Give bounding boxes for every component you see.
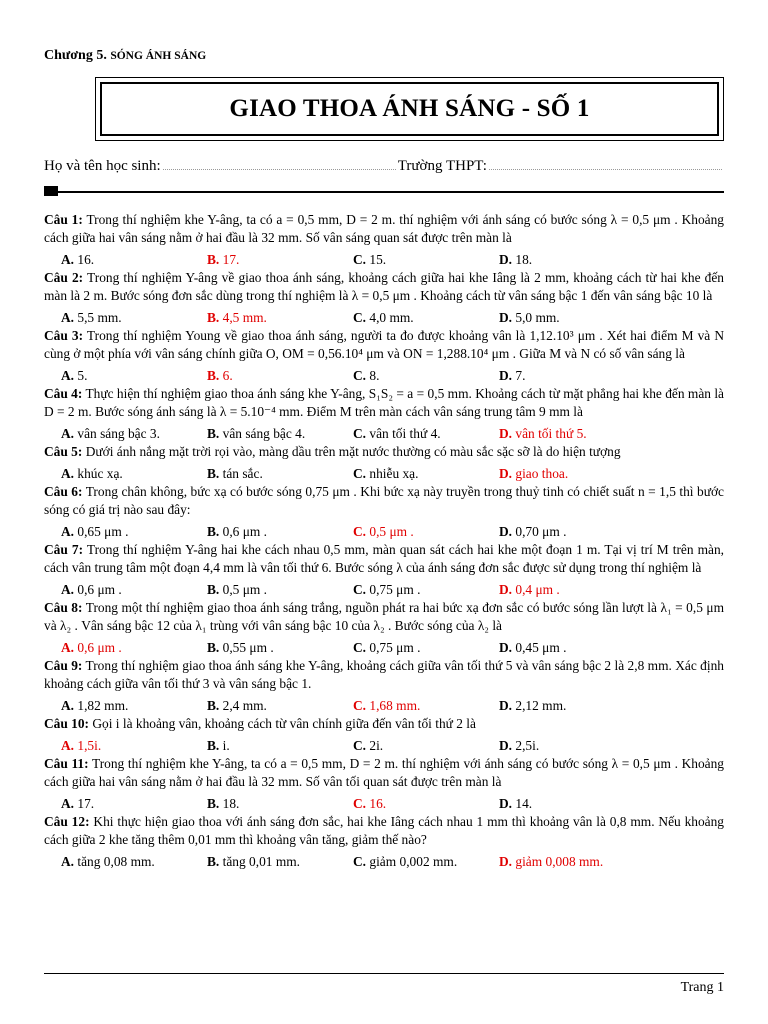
option-letter: C.: [353, 796, 367, 811]
option-letter: B.: [207, 426, 220, 441]
answer-option: [499, 309, 645, 327]
option-letter: B.: [207, 466, 220, 481]
option-row: [44, 309, 724, 327]
answer-option: [207, 697, 353, 715]
option-letter: B.: [207, 738, 220, 753]
option-letter: D.: [499, 524, 513, 539]
option-letter: D.: [499, 640, 513, 655]
question-body: Trong thí nghiệm Young về giao thoa ánh sáng, người ta đo được khoảng vân là 1,12.10³ μm . Xét hai điểm M và N cùng ở một phía với vân sáng chính giữa O, OM = 0,56.10⁴ μm và ON = 1,288.10⁴ μm . Giữa M và N có số vân sáng là: [44, 328, 724, 361]
option-letter: A.: [61, 582, 75, 597]
option-letter: D.: [499, 796, 513, 811]
question-text: [44, 211, 724, 247]
answer-option: [499, 367, 645, 385]
answer-option: [499, 697, 645, 715]
answer-option: [207, 465, 353, 483]
option-text: 2i.: [369, 738, 384, 753]
option-row: [44, 697, 724, 715]
student-name-label: Họ và tên học sinh:: [44, 158, 161, 174]
footer-divider: [44, 973, 724, 974]
option-letter: C.: [353, 640, 367, 655]
question-number: Câu 1:: [44, 212, 83, 227]
option-text: 5.: [77, 368, 88, 383]
option-letter: D.: [499, 854, 513, 869]
question-number: Câu 6:: [44, 484, 83, 499]
answer-option: [207, 795, 353, 813]
option-letter: D.: [499, 466, 513, 481]
option-letter: A.: [61, 310, 75, 325]
question-block: [44, 715, 724, 755]
answer-option: [207, 523, 353, 541]
option-row: [44, 425, 724, 443]
option-letter: C.: [353, 426, 367, 441]
answer-option-correct: [207, 309, 353, 327]
question-text: [44, 715, 724, 733]
question-block: [44, 541, 724, 599]
answer-option-correct: [353, 795, 499, 813]
option-letter: C.: [353, 252, 367, 267]
option-letter: B.: [207, 698, 220, 713]
option-letter: B.: [207, 524, 220, 539]
answer-option: [353, 853, 499, 871]
option-row: [44, 523, 724, 541]
question-number: Câu 11:: [44, 756, 89, 771]
question-number: Câu 5:: [44, 444, 83, 459]
answer-option-correct: [499, 581, 645, 599]
question-body: Trong thí nghiệm Y-âng về giao thoa ánh sáng, khoảng cách giữa hai khe Iâng là 2 mm, khoảng cách từ hai khe đến màn là 2 m. Bước sóng đơn sắc dùng trong thí nghiệm là λ = 0,5 μm . Khoảng cách từ vân sáng bậc 1 đến vân sáng bậc 10 là: [44, 270, 724, 303]
option-text: 0,55 μm .: [222, 640, 274, 655]
option-text: 1,82 mm.: [77, 698, 129, 713]
page-number: Trang 1: [680, 980, 724, 995]
question-block: [44, 755, 724, 813]
option-text: tăng 0,08 mm.: [77, 854, 155, 869]
answer-option: [353, 367, 499, 385]
answer-option: [207, 737, 353, 755]
question-text: [44, 443, 724, 461]
question-text: [44, 657, 724, 693]
option-text: 5,5 mm.: [77, 310, 122, 325]
question-text: [44, 269, 724, 305]
question-text: [44, 483, 724, 519]
option-text: 2,12 mm.: [515, 698, 567, 713]
option-letter: B.: [207, 582, 220, 597]
option-row: [44, 639, 724, 657]
option-text: 0,6 μm .: [77, 640, 122, 655]
question-block: [44, 385, 724, 443]
question-number: Câu 8:: [44, 600, 83, 615]
answer-option-correct: [353, 697, 499, 715]
answer-option: [61, 581, 207, 599]
question-text: [44, 813, 724, 849]
question-block: [44, 657, 724, 715]
question-body: Thực hiện thí nghiệm giao thoa ánh sáng khe Y-âng, S₁S₂ = a = 0,5 mm. Khoảng cách từ mặt phẳng hai khe đến màn là D = 2 m. Bước sóng ánh sáng là λ = 5.10⁻⁴ mm. Điểm M trên màn cách vân sáng trung tâm 9 mm là: [44, 386, 724, 419]
question-number: Câu 9:: [44, 658, 83, 673]
answer-option-correct: [499, 465, 645, 483]
answer-option: [499, 251, 645, 269]
question-number: Câu 10:: [44, 716, 90, 731]
option-text: vân tối thứ 5.: [515, 426, 587, 441]
answer-option: [61, 523, 207, 541]
answer-option: [207, 639, 353, 657]
option-row: [44, 853, 724, 871]
question-body: Trong thí nghiệm Y-âng hai khe cách nhau 0,5 mm, màn quan sát cách hai khe một đoạn 1 m. Tại vị trí M trên màn, cách vân trung tâm một đoạn 4,4 mm là vân tối thứ 6. Bước sóng λ của ánh sáng đơn sắc được sử dụng trong thí nghiệm là: [44, 542, 725, 575]
option-letter: A.: [61, 796, 75, 811]
question-number: Câu 7:: [44, 542, 84, 557]
option-text: 0,6 μm .: [222, 524, 268, 539]
option-text: tán sắc.: [222, 466, 263, 481]
question-text: [44, 599, 724, 635]
title-box: [95, 77, 724, 141]
option-letter: A.: [61, 368, 75, 383]
option-text: 0,5 μm .: [222, 582, 268, 597]
option-text: 15.: [369, 252, 387, 267]
question-body: Trong thí nghiệm giao thoa ánh sáng khe Y-âng, khoảng cách giữa vân tối thứ 5 và vân sáng bậc 2 là 2,8 mm. Xác định khoảng cách giữa vân tối thứ 3 và vân sáng bậc 1.: [44, 658, 724, 691]
option-letter: A.: [61, 524, 75, 539]
option-text: 0,75 μm .: [369, 582, 421, 597]
option-text: nhiễu xạ.: [369, 466, 419, 481]
option-text: giảm 0,008 mm.: [515, 854, 604, 869]
question-text: [44, 755, 724, 791]
option-letter: C.: [353, 310, 367, 325]
question-number: Câu 3:: [44, 328, 84, 343]
option-letter: B.: [207, 368, 220, 383]
option-text: vân tối thứ 4.: [369, 426, 441, 441]
answer-option-correct: [499, 425, 645, 443]
question-body: Trong một thí nghiệm giao thoa ánh sáng trắng, nguồn phát ra hai bức xạ đơn sắc có bước sóng lần lượt là λ₁ = 0,5 μm và λ₂ . Vân sáng bậc 12 của λ₁ trùng với vân sáng bậc 10 của λ₂ . Bước sóng của λ₂ là: [44, 600, 724, 633]
answer-option-correct: [61, 737, 207, 755]
option-row: [44, 581, 724, 599]
question-body: Khi thực hiện giao thoa với ánh sáng đơn sắc, hai khe Iâng cách nhau 1 mm thì khoảng vân là 0,8 mm. Nếu khoảng cách giữa 2 khe tăng thêm 0,01 mm thì khoảng vân tăng, giảm thế nào?: [44, 814, 724, 847]
answer-option: [61, 465, 207, 483]
option-letter: C.: [353, 698, 367, 713]
option-text: 5,0 mm.: [515, 310, 560, 325]
answer-option: [61, 697, 207, 715]
option-text: 1,5i.: [77, 738, 102, 753]
answer-option: [207, 853, 353, 871]
option-letter: A.: [61, 426, 75, 441]
question-block: [44, 443, 724, 483]
answer-option-correct: [499, 853, 645, 871]
question-block: [44, 327, 724, 385]
student-info-line: [44, 158, 724, 175]
option-text: 0,45 μm .: [515, 640, 567, 655]
option-letter: C.: [353, 738, 367, 753]
answer-option: [499, 523, 645, 541]
answer-option: [353, 309, 499, 327]
option-text: 18.: [515, 252, 533, 267]
option-letter: D.: [499, 426, 513, 441]
answer-option-correct: [61, 639, 207, 657]
option-letter: C.: [353, 524, 367, 539]
question-text: [44, 385, 724, 421]
option-text: 16.: [77, 252, 95, 267]
option-text: 16.: [369, 796, 387, 811]
option-text: 8.: [369, 368, 380, 383]
option-text: 14.: [515, 796, 533, 811]
option-letter: B.: [207, 854, 220, 869]
question-body: Dưới ánh nắng mặt trời rọi vào, màng dầu trên mặt nước thường có màu sắc sặc sỡ là do hiện tượng: [85, 444, 621, 459]
option-letter: B.: [207, 252, 220, 267]
option-letter: B.: [207, 310, 220, 325]
option-row: [44, 737, 724, 755]
question-block: [44, 813, 724, 871]
answer-option: [61, 367, 207, 385]
question-number: Câu 2:: [44, 270, 84, 285]
option-letter: C.: [353, 582, 367, 597]
option-text: 0,70 μm .: [515, 524, 567, 539]
answer-option: [61, 309, 207, 327]
option-letter: D.: [499, 582, 513, 597]
answer-option: [353, 581, 499, 599]
question-body: Trong thí nghiệm khe Y-âng, ta có a = 0,5 mm, D = 2 m. thí nghiệm với ánh sáng có bước sóng λ = 0,5 μm . Khoảng cách giữa hai vân sáng nằm ở hai đầu là 32 mm. Số vân sáng quan sát được trên màn là: [44, 212, 724, 245]
question-body: Trong chân không, bức xạ có bước sóng 0,75 μm . Khi bức xạ này truyền trong thuỷ tinh có chiết suất n = 1,5 thì bước sóng có giá trị nào sau đây:: [44, 484, 724, 517]
option-text: 0,5 μm .: [369, 524, 414, 539]
option-text: 2,5i.: [515, 738, 540, 753]
option-text: 0,4 μm .: [515, 582, 560, 597]
question-block: [44, 269, 724, 327]
answer-option-correct: [207, 367, 353, 385]
answer-option: [353, 465, 499, 483]
answer-option: [353, 251, 499, 269]
student-name-blank: [163, 158, 396, 170]
question-number: Câu 12:: [44, 814, 90, 829]
option-letter: D.: [499, 310, 513, 325]
option-row: [44, 367, 724, 385]
school-blank: [489, 158, 722, 170]
option-text: 2,4 mm.: [222, 698, 267, 713]
answer-option: [499, 795, 645, 813]
chapter-number: Chương 5.: [44, 48, 107, 63]
question-list: [44, 211, 724, 871]
option-letter: D.: [499, 738, 513, 753]
question-block: [44, 483, 724, 541]
question-block: [44, 599, 724, 657]
option-text: 17.: [77, 796, 95, 811]
option-letter: A.: [61, 854, 75, 869]
option-letter: A.: [61, 640, 75, 655]
answer-option: [61, 795, 207, 813]
answer-option: [61, 853, 207, 871]
option-letter: A.: [61, 738, 75, 753]
option-text: 0,65 μm .: [77, 524, 129, 539]
option-text: giao thoa.: [515, 466, 569, 481]
option-row: [44, 465, 724, 483]
question-text: [44, 327, 724, 363]
option-letter: A.: [61, 252, 75, 267]
option-text: tăng 0,01 mm.: [222, 854, 301, 869]
answer-option-correct: [353, 523, 499, 541]
title-inner-frame: [100, 82, 719, 136]
option-letter: D.: [499, 368, 513, 383]
option-text: 0,75 μm .: [369, 640, 421, 655]
option-text: khúc xạ.: [77, 466, 123, 481]
option-text: vân sáng bậc 4.: [222, 426, 306, 441]
option-text: 4,0 mm.: [369, 310, 414, 325]
option-text: 17.: [222, 252, 240, 267]
question-text: [44, 541, 724, 577]
option-letter: D.: [499, 698, 513, 713]
option-text: i.: [222, 738, 230, 753]
option-row: [44, 795, 724, 813]
school-label: Trường THPT:: [397, 158, 487, 174]
option-text: vân sáng bậc 3.: [77, 426, 160, 441]
option-letter: C.: [353, 368, 367, 383]
answer-option: [207, 581, 353, 599]
option-text: 0,6 μm .: [77, 582, 122, 597]
answer-option: [207, 425, 353, 443]
answer-option: [353, 639, 499, 657]
answer-option: [61, 425, 207, 443]
option-text: 6.: [222, 368, 233, 383]
answer-option-correct: [207, 251, 353, 269]
question-body: Gọi i là khoảng vân, khoảng cách từ vân chính giữa đến vân tối thứ 2 là: [92, 716, 476, 731]
divider: [44, 191, 724, 193]
option-letter: C.: [353, 854, 367, 869]
option-text: giảm 0,002 mm.: [369, 854, 458, 869]
page-title: GIAO THOA ÁNH SÁNG - SỐ 1: [229, 95, 590, 122]
option-text: 1,68 mm.: [369, 698, 421, 713]
question-number: Câu 4:: [44, 386, 83, 401]
option-text: 7.: [515, 368, 526, 383]
chapter-heading: [44, 48, 206, 64]
option-letter: B.: [207, 640, 220, 655]
option-letter: A.: [61, 466, 75, 481]
option-letter: B.: [207, 796, 220, 811]
option-letter: C.: [353, 466, 367, 481]
answer-option: [353, 425, 499, 443]
option-letter: A.: [61, 698, 75, 713]
answer-option: [499, 737, 645, 755]
option-text: 4,5 mm.: [222, 310, 267, 325]
question-body: Trong thí nghiệm khe Y-âng, ta có a = 0,5 mm, D = 2 m. thí nghiệm với ánh sáng có bước sóng λ = 0,5 μm . Khoảng cách giữa hai vân sáng nằm ở hai đầu là 32 mm. Số vân tối quan sát được trên màn là: [44, 756, 725, 789]
question-block: [44, 211, 724, 269]
option-letter: D.: [499, 252, 513, 267]
answer-option: [499, 639, 645, 657]
option-row: [44, 251, 724, 269]
option-text: 18.: [222, 796, 240, 811]
answer-option: [353, 737, 499, 755]
answer-option: [61, 251, 207, 269]
chapter-title: SÓNG ÁNH SÁNG: [110, 50, 207, 62]
